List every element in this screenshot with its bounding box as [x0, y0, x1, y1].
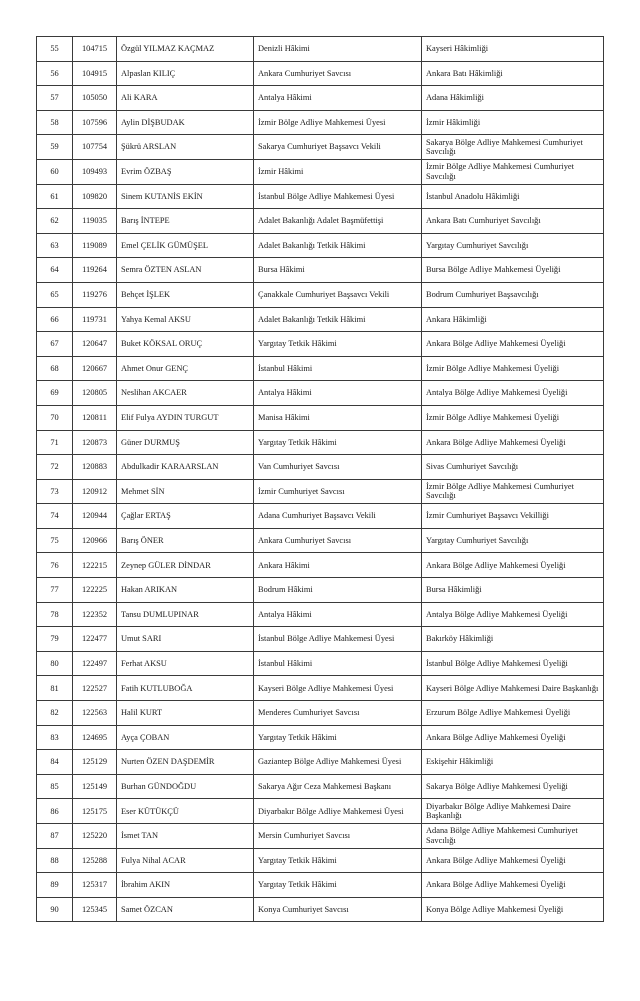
row-number: 81	[37, 676, 73, 701]
current-post: Ankara Cumhuriyet Savcısı	[254, 528, 422, 553]
current-post: İzmir Cumhuriyet Savcısı	[254, 479, 422, 504]
row-number: 70	[37, 405, 73, 430]
table-row	[37, 209, 604, 234]
person-name: Emel ÇELİK GÜMÜŞEL	[117, 233, 254, 258]
new-post: Bursa Bölge Adliye Mahkemesi Üyeliği	[422, 258, 604, 283]
row-number: 64	[37, 258, 73, 283]
registry-number: 125288	[73, 848, 117, 873]
registry-number: 125149	[73, 774, 117, 799]
person-name: Güner DURMUŞ	[117, 430, 254, 455]
registry-number: 122225	[73, 578, 117, 603]
registry-number: 120966	[73, 528, 117, 553]
person-name: İsmet TAN	[117, 824, 254, 849]
row-number: 84	[37, 750, 73, 775]
current-post: İzmir Hâkimi	[254, 159, 422, 184]
current-post: Bodrum Hâkimi	[254, 578, 422, 603]
row-number: 65	[37, 282, 73, 307]
table-row	[37, 233, 604, 258]
registry-number: 120883	[73, 455, 117, 480]
registry-number: 125345	[73, 897, 117, 922]
registry-number: 124695	[73, 725, 117, 750]
table-row	[37, 750, 604, 775]
registry-number: 104715	[73, 37, 117, 62]
current-post: İzmir Bölge Adliye Mahkemesi Üyesi	[254, 110, 422, 135]
current-post: Mersin Cumhuriyet Savcısı	[254, 824, 422, 849]
current-post: Antalya Hâkimi	[254, 381, 422, 406]
table-row	[37, 159, 604, 184]
current-post: Sakarya Ağır Ceza Mahkemesi Başkanı	[254, 774, 422, 799]
current-post: Diyarbakır Bölge Adliye Mahkemesi Üyesi	[254, 799, 422, 824]
table-row	[37, 184, 604, 209]
table-row	[37, 479, 604, 504]
registry-number: 125220	[73, 824, 117, 849]
person-name: Hakan ARIKAN	[117, 578, 254, 603]
person-name: Neslihan AKCAER	[117, 381, 254, 406]
person-name: Yahya Kemal AKSU	[117, 307, 254, 332]
current-post: Adalet Bakanlığı Adalet Başmüfettişi	[254, 209, 422, 234]
person-name: Halil KURT	[117, 701, 254, 726]
table-row	[37, 86, 604, 111]
registry-number: 120912	[73, 479, 117, 504]
registry-number: 109820	[73, 184, 117, 209]
table-row	[37, 332, 604, 357]
new-post: Ankara Hâkimliği	[422, 307, 604, 332]
registry-number: 119264	[73, 258, 117, 283]
table-row	[37, 356, 604, 381]
registry-number: 107754	[73, 135, 117, 160]
table-row	[37, 602, 604, 627]
current-post: Sakarya Cumhuriyet Başsavcı Vekili	[254, 135, 422, 160]
row-number: 75	[37, 528, 73, 553]
new-post: Sakarya Bölge Adliye Mahkemesi Üyeliği	[422, 774, 604, 799]
registry-number: 122527	[73, 676, 117, 701]
new-post: Antalya Bölge Adliye Mahkemesi Üyeliği	[422, 381, 604, 406]
new-post: İzmir Bölge Adliye Mahkemesi Üyeliği	[422, 405, 604, 430]
new-post: Ankara Bölge Adliye Mahkemesi Üyeliği	[422, 553, 604, 578]
table-row	[37, 504, 604, 529]
current-post: İstanbul Hâkimi	[254, 651, 422, 676]
current-post: Yargıtay Tetkik Hâkimi	[254, 725, 422, 750]
new-post: Ankara Batı Cumhuriyet Savcılığı	[422, 209, 604, 234]
registry-number: 119276	[73, 282, 117, 307]
current-post: Adalet Bakanlığı Tetkik Hâkimi	[254, 233, 422, 258]
current-post: Manisa Hâkimi	[254, 405, 422, 430]
registry-number: 105050	[73, 86, 117, 111]
table-row	[37, 282, 604, 307]
new-post: Kayseri Hâkimliği	[422, 37, 604, 62]
table-row	[37, 824, 604, 849]
row-number: 67	[37, 332, 73, 357]
new-post: Bursa Hâkimliği	[422, 578, 604, 603]
registry-number: 119089	[73, 233, 117, 258]
registry-number: 119731	[73, 307, 117, 332]
registry-number: 120647	[73, 332, 117, 357]
person-name: Buket KÖKSAL ORUÇ	[117, 332, 254, 357]
registry-number: 122352	[73, 602, 117, 627]
current-post: Yargıtay Tetkik Hâkimi	[254, 873, 422, 898]
row-number: 72	[37, 455, 73, 480]
person-name: Elif Fulya AYDIN TURGUT	[117, 405, 254, 430]
new-post: Adana Bölge Adliye Mahkemesi Cumhuriyet Savcılığı	[422, 824, 604, 849]
current-post: Ankara Cumhuriyet Savcısı	[254, 61, 422, 86]
person-name: Fulya Nihal ACAR	[117, 848, 254, 873]
person-name: Tansu DUMLUPINAR	[117, 602, 254, 627]
person-name: Alpaslan KILIÇ	[117, 61, 254, 86]
table-row	[37, 897, 604, 922]
new-post: Eskişehir Hâkimliği	[422, 750, 604, 775]
new-post: İstanbul Bölge Adliye Mahkemesi Üyeliği	[422, 651, 604, 676]
registry-number: 125317	[73, 873, 117, 898]
row-number: 76	[37, 553, 73, 578]
registry-number: 120811	[73, 405, 117, 430]
new-post: İzmir Bölge Adliye Mahkemesi Cumhuriyet Savcılığı	[422, 479, 604, 504]
new-post: Ankara Batı Hâkimliği	[422, 61, 604, 86]
current-post: İstanbul Bölge Adliye Mahkemesi Üyesi	[254, 627, 422, 652]
table-row	[37, 651, 604, 676]
new-post: Konya Bölge Adliye Mahkemesi Üyeliği	[422, 897, 604, 922]
new-post: Ankara Bölge Adliye Mahkemesi Üyeliği	[422, 430, 604, 455]
new-post: Antalya Bölge Adliye Mahkemesi Üyeliği	[422, 602, 604, 627]
current-post: Bursa Hâkimi	[254, 258, 422, 283]
table-row	[37, 848, 604, 873]
new-post: Bodrum Cumhuriyet Başsavcılığı	[422, 282, 604, 307]
person-name: Ahmet Onur GENÇ	[117, 356, 254, 381]
table-row	[37, 61, 604, 86]
registry-number: 122215	[73, 553, 117, 578]
registry-number: 120873	[73, 430, 117, 455]
row-number: 56	[37, 61, 73, 86]
person-name: Nurten ÖZEN DAŞDEMİR	[117, 750, 254, 775]
person-name: İbrahim AKIN	[117, 873, 254, 898]
new-post: İzmir Bölge Adliye Mahkemesi Cumhuriyet Savcılığı	[422, 159, 604, 184]
table-row	[37, 528, 604, 553]
current-post: Kayseri Bölge Adliye Mahkemesi Üyesi	[254, 676, 422, 701]
row-number: 79	[37, 627, 73, 652]
person-name: Aylin DİŞBUDAK	[117, 110, 254, 135]
person-name: Burhan GÜNDOĞDU	[117, 774, 254, 799]
table-row	[37, 553, 604, 578]
new-post: Ankara Bölge Adliye Mahkemesi Üyeliği	[422, 873, 604, 898]
person-name: Mehmet SİN	[117, 479, 254, 504]
table-row	[37, 110, 604, 135]
person-name: Şükrü ARSLAN	[117, 135, 254, 160]
table-row	[37, 725, 604, 750]
new-post: Yargıtay Cumhuriyet Savcılığı	[422, 528, 604, 553]
registry-number: 107596	[73, 110, 117, 135]
current-post: Konya Cumhuriyet Savcısı	[254, 897, 422, 922]
person-name: Barış İNTEPE	[117, 209, 254, 234]
table-row	[37, 455, 604, 480]
current-post: İstanbul Hâkimi	[254, 356, 422, 381]
person-name: Zeynep GÜLER DİNDAR	[117, 553, 254, 578]
person-name: Umut SARI	[117, 627, 254, 652]
row-number: 74	[37, 504, 73, 529]
row-number: 61	[37, 184, 73, 209]
person-name: Ali KARA	[117, 86, 254, 111]
current-post: Yargıtay Tetkik Hâkimi	[254, 848, 422, 873]
appointment-table	[36, 36, 604, 922]
new-post: Erzurum Bölge Adliye Mahkemesi Üyeliği	[422, 701, 604, 726]
current-post: Van Cumhuriyet Savcısı	[254, 455, 422, 480]
registry-number: 122477	[73, 627, 117, 652]
row-number: 73	[37, 479, 73, 504]
new-post: Ankara Bölge Adliye Mahkemesi Üyeliği	[422, 725, 604, 750]
table-row	[37, 37, 604, 62]
row-number: 85	[37, 774, 73, 799]
current-post: Antalya Hâkimi	[254, 86, 422, 111]
person-name: Barış ÖNER	[117, 528, 254, 553]
row-number: 83	[37, 725, 73, 750]
row-number: 82	[37, 701, 73, 726]
row-number: 60	[37, 159, 73, 184]
person-name: Eser KÜTÜKÇÜ	[117, 799, 254, 824]
row-number: 66	[37, 307, 73, 332]
registry-number: 109493	[73, 159, 117, 184]
new-post: Ankara Bölge Adliye Mahkemesi Üyeliği	[422, 332, 604, 357]
person-name: Ayça ÇOBAN	[117, 725, 254, 750]
row-number: 88	[37, 848, 73, 873]
registry-number: 104915	[73, 61, 117, 86]
row-number: 63	[37, 233, 73, 258]
registry-number: 125175	[73, 799, 117, 824]
new-post: Sivas Cumhuriyet Savcılığı	[422, 455, 604, 480]
row-number: 80	[37, 651, 73, 676]
person-name: Ferhat AKSU	[117, 651, 254, 676]
new-post: İzmir Bölge Adliye Mahkemesi Üyeliği	[422, 356, 604, 381]
row-number: 87	[37, 824, 73, 849]
table-row	[37, 381, 604, 406]
new-post: Ankara Bölge Adliye Mahkemesi Üyeliği	[422, 848, 604, 873]
new-post: Sakarya Bölge Adliye Mahkemesi Cumhuriyet Savcılığı	[422, 135, 604, 160]
current-post: Adana Cumhuriyet Başsavcı Vekili	[254, 504, 422, 529]
table-row	[37, 307, 604, 332]
current-post: Antalya Hâkimi	[254, 602, 422, 627]
appointment-table-body	[37, 37, 604, 922]
person-name: Behçet İŞLEK	[117, 282, 254, 307]
table-row	[37, 873, 604, 898]
table-row	[37, 774, 604, 799]
row-number: 58	[37, 110, 73, 135]
new-post: İstanbul Anadolu Hâkimliği	[422, 184, 604, 209]
table-row	[37, 799, 604, 824]
person-name: Çağlar ERTAŞ	[117, 504, 254, 529]
table-row	[37, 578, 604, 603]
row-number: 77	[37, 578, 73, 603]
table-row	[37, 701, 604, 726]
row-number: 57	[37, 86, 73, 111]
row-number: 78	[37, 602, 73, 627]
current-post: Adalet Bakanlığı Tetkik Hâkimi	[254, 307, 422, 332]
new-post: Diyarbakır Bölge Adliye Mahkemesi Daire Başkanlığı	[422, 799, 604, 824]
current-post: Menderes Cumhuriyet Savcısı	[254, 701, 422, 726]
row-number: 71	[37, 430, 73, 455]
table-row	[37, 430, 604, 455]
registry-number: 125129	[73, 750, 117, 775]
current-post: Gaziantep Bölge Adliye Mahkemesi Üyesi	[254, 750, 422, 775]
person-name: Sinem KUTANİS EKİN	[117, 184, 254, 209]
row-number: 55	[37, 37, 73, 62]
registry-number: 120667	[73, 356, 117, 381]
new-post: Bakırköy Hâkimliği	[422, 627, 604, 652]
person-name: Samet ÖZCAN	[117, 897, 254, 922]
current-post: Çanakkale Cumhuriyet Başsavcı Vekili	[254, 282, 422, 307]
registry-number: 122497	[73, 651, 117, 676]
new-post: İzmir Hâkimliği	[422, 110, 604, 135]
row-number: 59	[37, 135, 73, 160]
registry-number: 122563	[73, 701, 117, 726]
row-number: 89	[37, 873, 73, 898]
person-name: Evrim ÖZBAŞ	[117, 159, 254, 184]
current-post: Yargıtay Tetkik Hâkimi	[254, 430, 422, 455]
current-post: İstanbul Bölge Adliye Mahkemesi Üyesi	[254, 184, 422, 209]
table-row	[37, 676, 604, 701]
row-number: 68	[37, 356, 73, 381]
table-row	[37, 627, 604, 652]
row-number: 69	[37, 381, 73, 406]
table-row	[37, 405, 604, 430]
person-name: Abdulkadir KARAARSLAN	[117, 455, 254, 480]
row-number: 86	[37, 799, 73, 824]
person-name: Semra ÖZTEN ASLAN	[117, 258, 254, 283]
row-number: 90	[37, 897, 73, 922]
table-row	[37, 135, 604, 160]
table-row	[37, 258, 604, 283]
current-post: Yargıtay Tetkik Hâkimi	[254, 332, 422, 357]
row-number: 62	[37, 209, 73, 234]
new-post: Yargıtay Cumhuriyet Savcılığı	[422, 233, 604, 258]
person-name: Fatih KUTLUBOĞA	[117, 676, 254, 701]
registry-number: 120944	[73, 504, 117, 529]
current-post: Ankara Hâkimi	[254, 553, 422, 578]
new-post: Kayseri Bölge Adliye Mahkemesi Daire Başkanlığı	[422, 676, 604, 701]
registry-number: 120805	[73, 381, 117, 406]
registry-number: 119035	[73, 209, 117, 234]
person-name: Özgül YILMAZ KAÇMAZ	[117, 37, 254, 62]
new-post: Adana Hâkimliği	[422, 86, 604, 111]
new-post: İzmir Cumhuriyet Başsavcı Vekilliği	[422, 504, 604, 529]
current-post: Denizli Hâkimi	[254, 37, 422, 62]
